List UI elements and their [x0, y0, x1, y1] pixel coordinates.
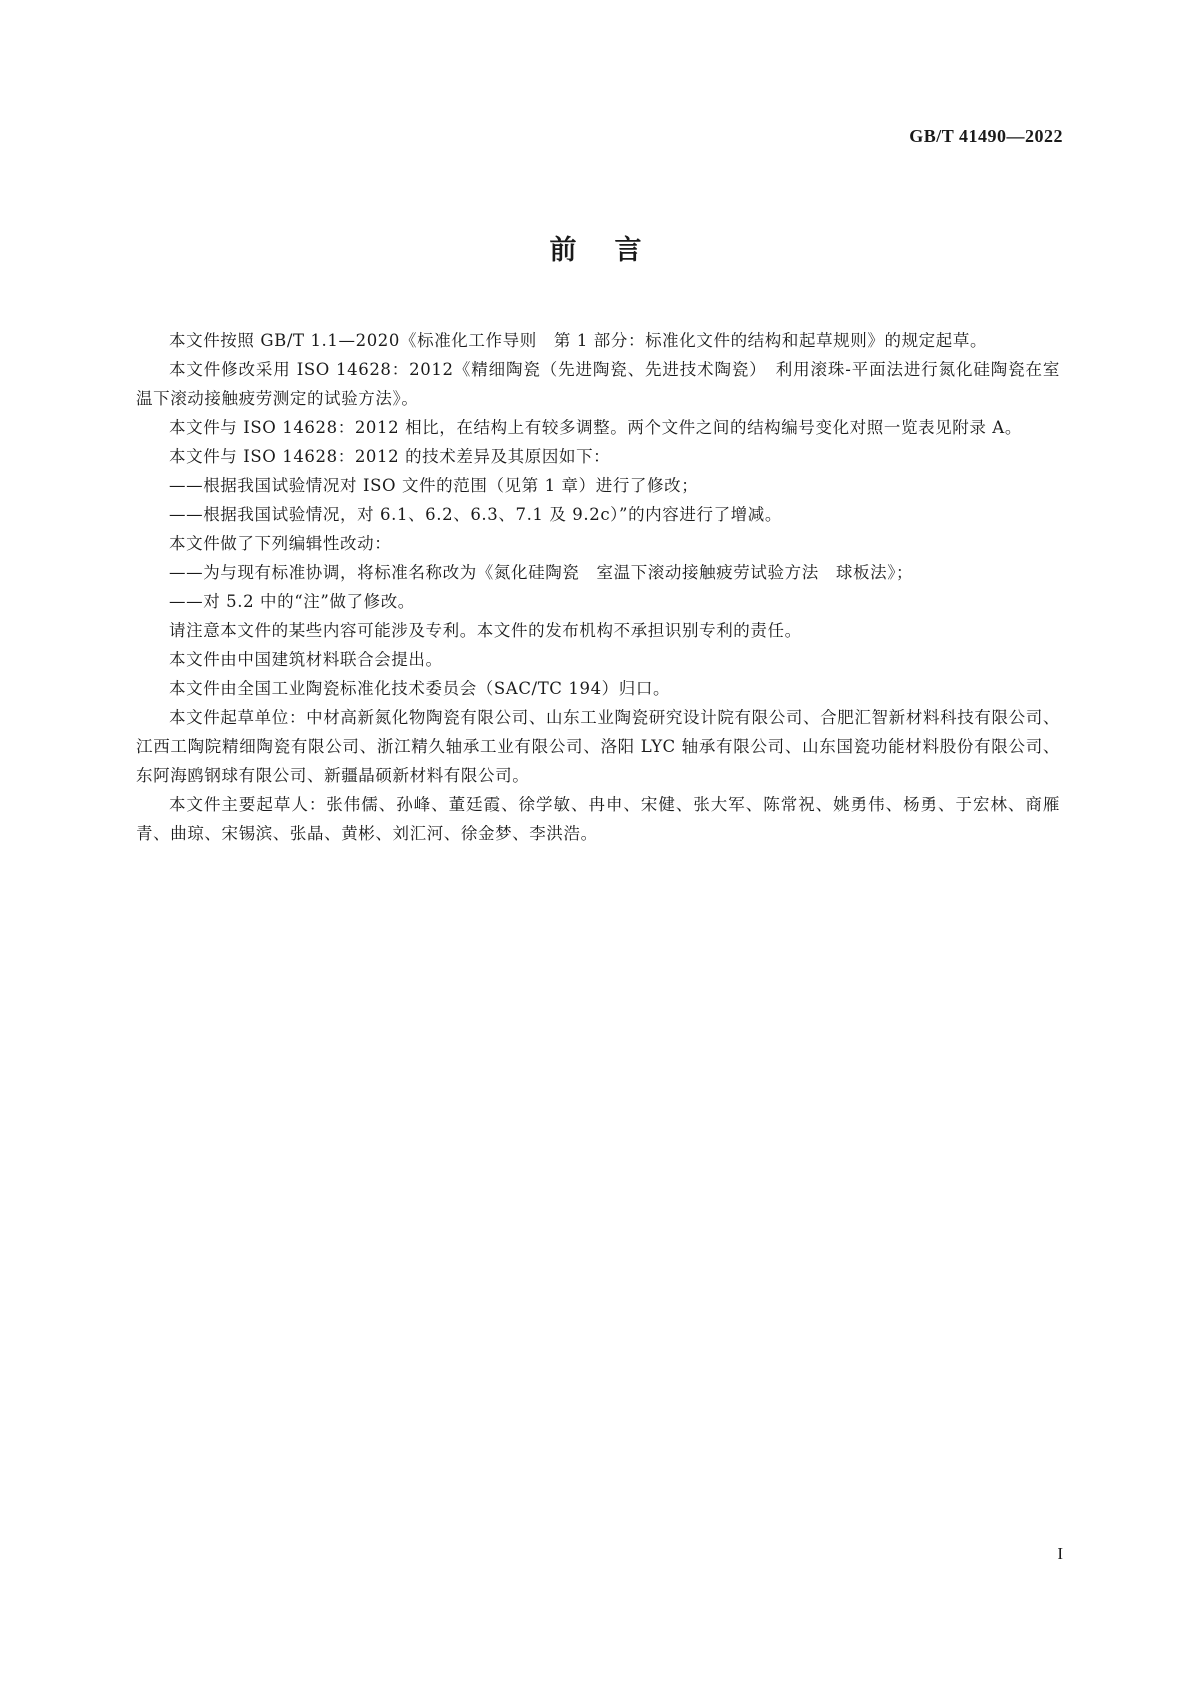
page-number: I	[1057, 1544, 1063, 1563]
paragraph-editorial-changes: 本文件做了下列编辑性改动：	[169, 534, 392, 553]
paragraph-structure-changes: 本文件与 ISO 14628：2012 相比，在结构上有较多调整。两个文件之间的结构编号变化对照一览表见附录 A。	[169, 418, 1022, 437]
list-item: ——为与现有标准协调，将标准名称改为《氮化硅陶瓷 室温下滚动接触疲劳试验方法 球板法》；	[169, 563, 914, 582]
list-item: ——根据我国试验情况对 ISO 文件的范围（见第 1 章）进行了修改；	[169, 476, 699, 495]
paragraph-adoption: 本文件修改采用 ISO 14628：2012《精细陶瓷（先进陶瓷、先进技术陶瓷） 利用滚珠-平面法进行氮化硅陶瓷在室温下滚动接触疲劳测定的试验方法》。	[136, 360, 1060, 408]
page-title: 前言	[549, 235, 680, 266]
paragraph-technical-differences: 本文件与 ISO 14628：2012 的技术差异及其原因如下：	[169, 447, 611, 466]
paragraph-drafting-rules: 本文件按照 GB/T 1.1—2020《标准化工作导则 第 1 部分：标准化文件的结构和起草规则》的规定起草。	[169, 331, 988, 350]
paragraph-patent-notice: 请注意本文件的某些内容可能涉及专利。本文件的发布机构不承担识别专利的责任。	[169, 621, 802, 640]
list-item: ——对 5.2 中的“注”做了修改。	[169, 592, 415, 611]
paragraph-drafting-organizations: 本文件起草单位：中材高新氮化物陶瓷有限公司、山东工业陶瓷研究设计院有限公司、合肥汇智新材料科技有限公司、江西工陶院精细陶瓷有限公司、浙江精久轴承工业有限公司、洛阳 LYC 轴承有限公司、山东国瓷功能材料股份有限公司、东阿海鸥钢球有限公司、新疆晶硕新材料有限公司。	[136, 708, 1060, 785]
list-item: ——根据我国试验情况，对 6.1、6.2、6.3、7.1 及 9.2c）”的内容进行了增减。	[169, 505, 782, 524]
paragraph-drafters: 本文件主要起草人：张伟儒、孙峰、董廷霞、徐学敏、冉申、宋健、张大军、陈常祝、姚勇伟、杨勇、于宏林、商雁青、曲琼、宋锡滨、张晶、黄彬、刘汇河、徐金梦、李洪浩。	[136, 795, 1060, 843]
standard-number: GB/T 41490—2022	[909, 126, 1063, 146]
foreword-body	[136, 326, 1060, 848]
paragraph-proposed-by: 本文件由中国建筑材料联合会提出。	[169, 650, 443, 669]
paragraph-centralized-by: 本文件由全国工业陶瓷标准化技术委员会（SAC/TC 194）归口。	[169, 679, 671, 698]
